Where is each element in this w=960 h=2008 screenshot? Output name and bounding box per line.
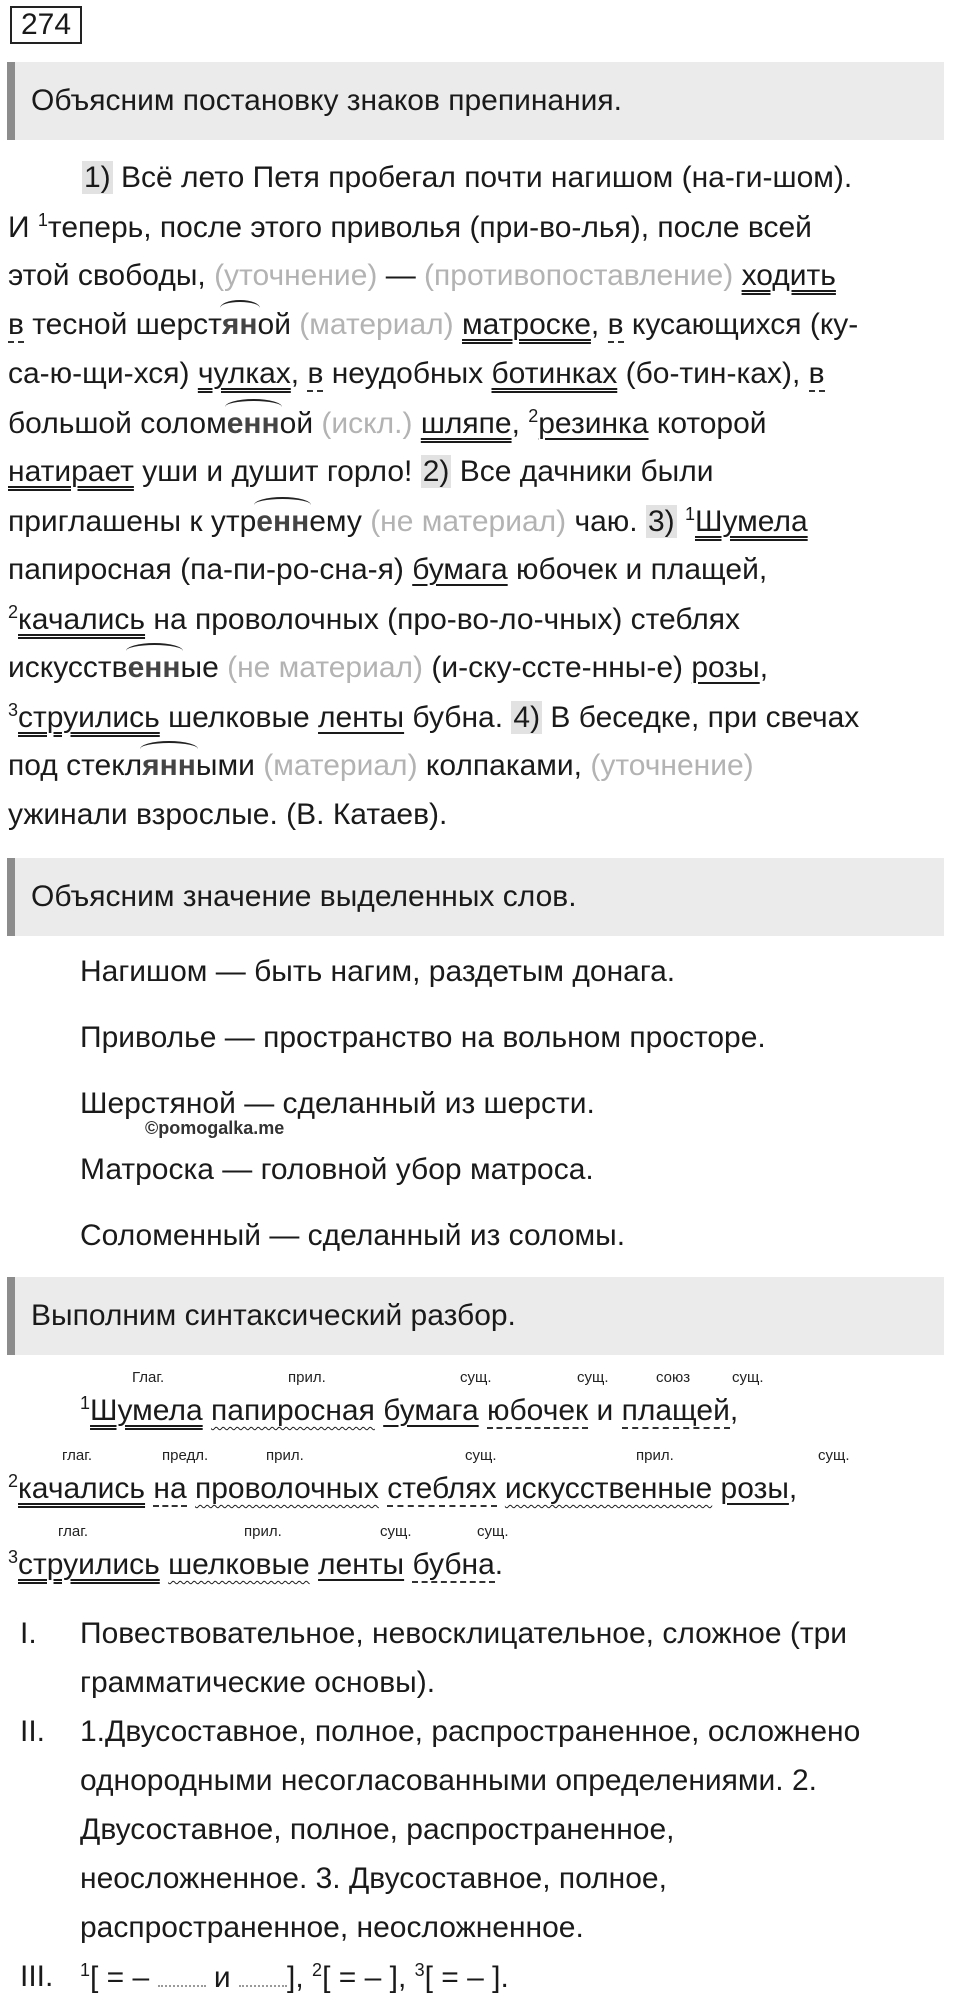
pos-label: союз	[656, 1369, 691, 1386]
pos-label: прил.	[288, 1369, 326, 1386]
pos-label: сущ.	[460, 1369, 492, 1386]
syntax-line-2: $^2$качались на проволочных стеблях искусственные розы,	[8, 1471, 798, 1505]
pos-label: предл.	[162, 1447, 209, 1464]
mark-1: 1)	[84, 161, 111, 194]
text-line-11: искусственные (не материал) (и-ску-ссте-нны-е) розы,	[8, 651, 769, 684]
pos-label: сущ.	[577, 1369, 609, 1386]
pos-label: сущ.	[380, 1523, 412, 1540]
exercise-number: 274	[10, 6, 82, 44]
mark-3: 3)	[647, 505, 675, 538]
pos-label: прил.	[244, 1523, 282, 1540]
text-line-2: И $^1$теперь, после этого приволья (при-во-лья), после всей	[8, 210, 812, 244]
text-line-3: этой свободы, (уточнение) — (противопоставление) ходить	[8, 259, 836, 292]
pos-label: глаг.	[58, 1523, 89, 1540]
text-line-7: натирает уши и душит горло! 2) Все дачники были	[8, 455, 714, 488]
syntax-line-1: $^1$Шумела папиросная бумага юбочек и плащей,	[80, 1393, 739, 1427]
definition-5: Соломенный — сделанный из соломы.	[80, 1219, 626, 1252]
pos-label: прил.	[636, 1447, 674, 1464]
roman-numeral-2: II.	[20, 1715, 46, 1748]
text-line-10: $^2$качались на проволочных (про-во-ло-чных) стеблях	[8, 602, 740, 636]
text-line-12: $^3$струились шелковые ленты бубна. 4) В беседке, при свечах	[8, 700, 860, 734]
section-heading-punctuation: Объясним постановку знаков препинания.	[7, 62, 944, 140]
text-line-4: в тесной шерстяной (материал) матроске, в кусающихся (ку-	[8, 308, 859, 341]
section-heading-meanings: Объясним значение выделенных слов.	[7, 858, 944, 936]
characteristic-II-line-2: однородными несогласованными определениями. 2.	[80, 1764, 817, 1797]
watermark: ©pomogalka.me	[145, 1118, 285, 1138]
section-heading-syntax: Выполним синтаксический разбор.	[7, 1277, 944, 1355]
definition-4: Матроска — головной убор матроса.	[80, 1153, 594, 1186]
text-line-9: папиросная (па-пи-ро-сна-я) бумага юбочек и плащей,	[8, 553, 768, 586]
characteristic-I-line-2: грамматические основы).	[80, 1666, 436, 1699]
roman-numeral-3: III.	[20, 1960, 54, 1993]
sentence-scheme: $^1$[ = – и ], $^2$[ = – ], $^3$[ = – ].	[80, 1960, 509, 1994]
roman-numeral-1: I.	[20, 1617, 37, 1650]
definition-1: Нагишом — быть нагим, раздетым донага.	[80, 955, 676, 988]
characteristic-II-line-1: 1.Двусоставное, полное, распространенное, осложнено	[80, 1715, 861, 1748]
text-line-1: 1) Всё лето Петя пробегал почти нагишом (на-ги-шом).	[84, 161, 853, 194]
scheme-gap	[239, 1967, 287, 1987]
pos-label: прил.	[266, 1447, 304, 1464]
mark-4: 4)	[513, 701, 541, 734]
pos-label: сущ.	[732, 1369, 764, 1386]
pos-label: сущ.	[465, 1447, 497, 1464]
characteristic-II-line-4: неосложненное. 3. Двусоставное, полное,	[80, 1862, 667, 1895]
characteristic-II-line-5: распространенное, неосложненное.	[80, 1911, 584, 1944]
text-line-13: под стеклянными (материал) колпаками, (уточнение)	[8, 749, 754, 782]
definition-2: Приволье — пространство на вольном просторе.	[80, 1021, 766, 1054]
text-line-8: приглашены к утреннему (не материал) чаю. 3) $^1$Шумела	[8, 504, 808, 538]
definition-3: Шерстяной — сделанный из шерсти.	[80, 1087, 595, 1120]
pos-label: Глаг.	[132, 1369, 165, 1386]
text-line-5: са-ю-щи-хся) чулках, в неудобных ботинках (бо-тин-ках), в	[8, 357, 825, 390]
pos-label: сущ.	[818, 1447, 850, 1464]
characteristic-II-line-3: Двусоставное, полное, распространенное,	[80, 1813, 675, 1846]
mark-2: 2)	[422, 455, 450, 488]
pos-label: сущ.	[477, 1523, 509, 1540]
scheme-gap	[158, 1967, 206, 1987]
pos-label: глаг.	[62, 1447, 93, 1464]
syntax-line-3: $^3$струились шелковые ленты бубна.	[8, 1547, 504, 1581]
text-line-6: большой соломенной (искл.) шляпе, $^2$резинка которой	[8, 406, 767, 440]
text-line-14: ужинали взрослые. (В. Катаев).	[8, 798, 448, 831]
characteristic-I-line-1: Повествовательное, невосклицательное, сложное (три	[80, 1617, 848, 1650]
